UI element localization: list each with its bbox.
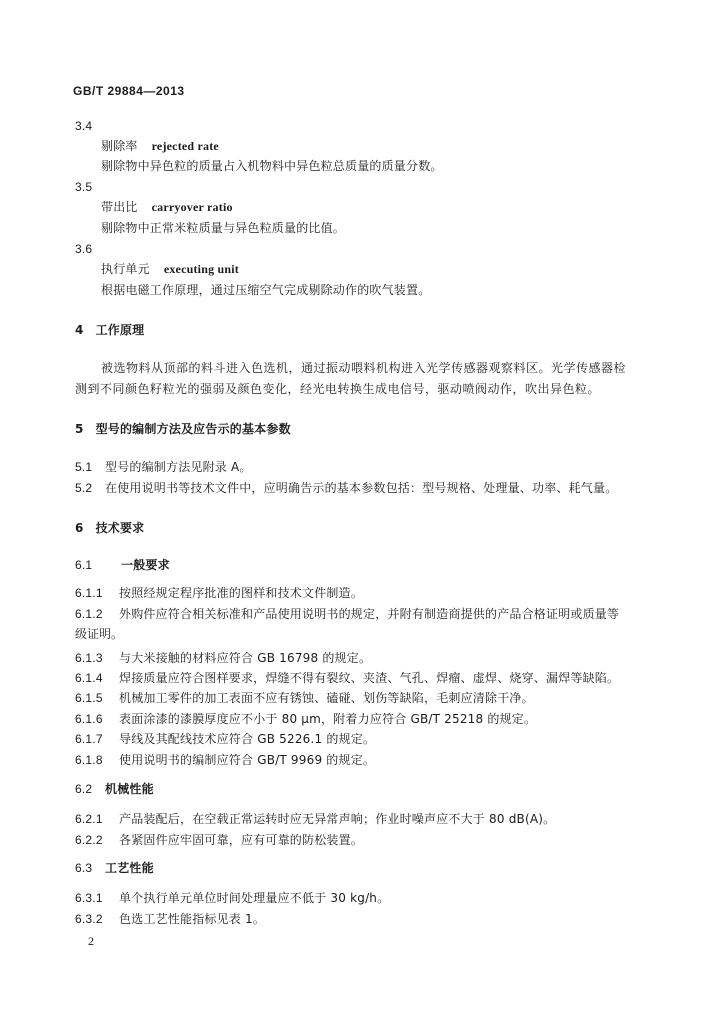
term-number: 3.5 <box>75 180 93 194</box>
section-title: 工作原理 <box>95 323 145 337</box>
term-title <box>101 261 239 277</box>
clause <box>75 606 619 622</box>
section-heading <box>75 322 144 338</box>
term-definition: 根据电磁工作原理，通过压缩空气完成剔除动作的吹气装置。 <box>101 283 431 297</box>
clause <box>75 911 265 927</box>
clause-number: 6.2.2 <box>75 833 103 847</box>
clause-text: 机械加工零件的加工表面不应有锈蚀、磕碰、划伤等缺陷，毛刺应清除干净。 <box>119 691 534 705</box>
clause-number: 6.1.4 <box>75 671 103 685</box>
clause-number: 6.1.6 <box>75 712 103 726</box>
subsection-title: 机械性能 <box>105 782 154 796</box>
clause <box>75 459 252 475</box>
clause-number: 6.1.3 <box>75 651 103 665</box>
clause-number: 6.2.1 <box>75 812 103 826</box>
term-definition: 剔除物中正常米粒质量与异色粒质量的比值。 <box>101 221 346 235</box>
term-title <box>101 199 233 215</box>
term-title <box>101 138 219 154</box>
term-zh: 带出比 <box>101 200 138 214</box>
clause-text: 产品装配后，在空载正常运转时应无异常声响；作业时噪声应不大于 80 dB(A)。 <box>119 812 556 826</box>
clause-number: 6.1.2 <box>75 607 103 621</box>
term-zh: 执行单元 <box>101 262 150 276</box>
clause-number: 6.3.1 <box>75 891 103 905</box>
term-number: 3.4 <box>75 119 93 133</box>
clause-text: 型号的编制方法见附录 A。 <box>105 460 252 474</box>
section-title: 技术要求 <box>95 521 145 535</box>
term-definition: 剔除物中异色粒的质量占入机物料中异色粒总质量的质量分数。 <box>101 159 443 173</box>
section-number: 4 <box>75 323 84 337</box>
clause <box>75 752 375 768</box>
standard-code-header: GB/T 29884—2013 <box>73 84 185 98</box>
subsection-heading <box>75 860 154 876</box>
subsection-number: 6.1 <box>75 558 93 572</box>
clause-text: 导线及其配线技术应符合 GB 5226.1 的规定。 <box>119 732 376 746</box>
clause-text: 外购件应符合相关标准和产品使用说明书的规定，并附有制造商提供的产品合格证明或质量等 <box>119 607 620 621</box>
clause-number: 6.3.2 <box>75 912 103 926</box>
clause <box>75 711 536 727</box>
clause <box>75 585 363 601</box>
clause <box>75 650 371 666</box>
clause-number: 6.1.8 <box>75 753 103 767</box>
clause <box>75 811 555 827</box>
clause-text: 按照经规定程序批准的图样和技术文件制造。 <box>119 586 364 600</box>
subsection-title: 一般要求 <box>121 558 170 572</box>
clause <box>75 670 619 686</box>
clause-number: 6.1.5 <box>75 691 103 705</box>
clause-text: 表面涂漆的漆膜厚度应不小于 80 μm，附着力应符合 GB/T 25218 的规定。 <box>119 712 537 726</box>
term-number: 3.6 <box>75 242 93 256</box>
section-title: 型号的编制方法及应告示的基本参数 <box>95 422 291 436</box>
clause-number: 5.1 <box>75 460 93 474</box>
section-number: 6 <box>75 521 84 535</box>
section-number: 5 <box>75 422 84 436</box>
subsection-number: 6.2 <box>75 782 93 796</box>
clause <box>75 690 534 706</box>
section-heading <box>75 520 144 536</box>
subsection-heading <box>75 557 170 573</box>
clause <box>75 890 389 906</box>
subsection-heading <box>75 781 154 797</box>
subsection-number: 6.3 <box>75 861 93 875</box>
clause-text: 焊接质量应符合图样要求，焊缝不得有裂纹、夹渣、气孔、焊瘤、虚焊、烧穿、漏焊等缺陷。 <box>119 671 620 685</box>
term-zh: 剔除率 <box>101 139 138 153</box>
subsection-title: 工艺性能 <box>105 861 154 875</box>
term-en: rejected rate <box>151 139 219 153</box>
paragraph-line: 测到不同颜色籽粒光的强弱及颜色变化，经光电转换生成电信号，驱动喷阀动作，吹出异色粒。 <box>75 382 601 396</box>
clause <box>75 832 363 848</box>
page-number: 2 <box>88 934 94 948</box>
clause-text: 使用说明书的编制应符合 GB/T 9969 的规定。 <box>119 753 376 767</box>
clause-text: 与大米接触的材料应符合 GB 16798 的规定。 <box>119 651 372 665</box>
clause-continuation: 级证明。 <box>75 627 124 641</box>
clause-text: 各紧固件应牢固可靠，应有可靠的防松装置。 <box>119 833 364 847</box>
clause-number: 5.2 <box>75 481 93 495</box>
clause <box>75 731 375 747</box>
term-en: executing unit <box>163 262 239 276</box>
clause-text: 在使用说明书等技术文件中，应明确告示的基本参数包括：型号规格、处理量、功率、耗气量。 <box>105 481 618 495</box>
clause-text: 单个执行单元单位时间处理量应不低于 30 kg/h。 <box>119 891 390 905</box>
term-en: carryover ratio <box>151 200 233 214</box>
section-heading <box>75 421 291 437</box>
clause-number: 6.1.7 <box>75 732 103 746</box>
clause-number: 6.1.1 <box>75 586 103 600</box>
clause <box>75 480 617 496</box>
paragraph-line: 被选物料从顶部的料斗进入色选机，通过振动喂料机构进入光学传感器观察料区。光学传感器检 <box>101 361 627 375</box>
clause-text: 色选工艺性能指标见表 1。 <box>119 912 266 926</box>
